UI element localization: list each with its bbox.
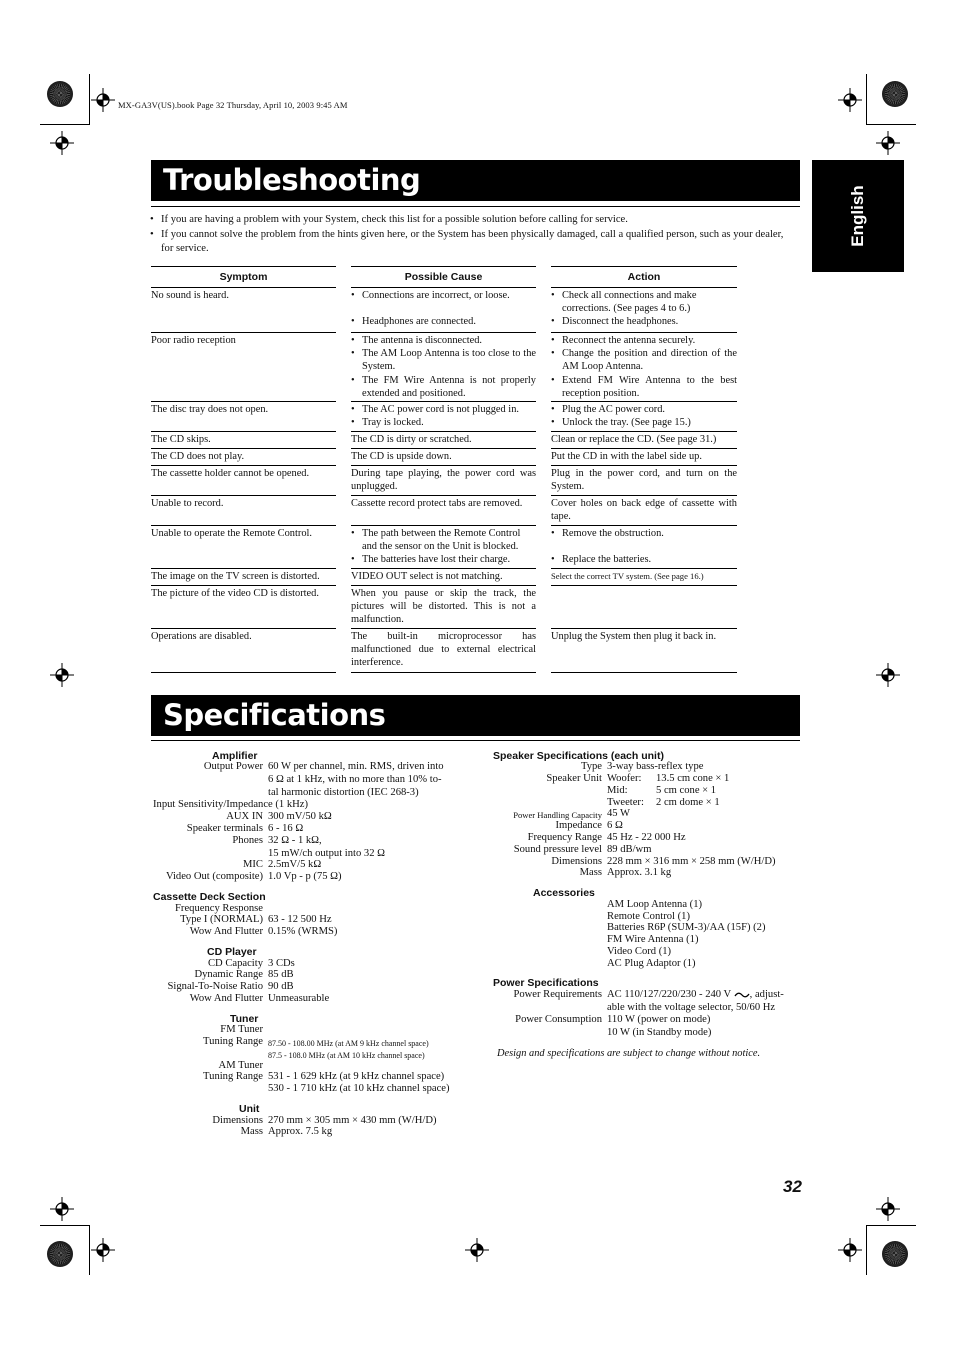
ac-wave-icon: [734, 991, 750, 999]
spec-label: Input Sensitivity/Impedance (1 kHz): [153, 799, 309, 810]
table-row: When you pause or skip the track, the pictures will be distorted. This is not a malfunction.: [351, 586, 536, 629]
intro-item: • If you cannot solve the problem from the hints given here, or the System has been physically damaged, call a qualified person, such as your dealer, for service.: [150, 228, 798, 257]
spec-value: tal harmonic distortion (IEC 268-3): [268, 787, 419, 798]
table-row: • Remove the obstruction. • Replace the batteries.: [551, 526, 737, 569]
book-line: MX-GA3V(US).book Page 32 Thursday, April 10, 2003 9:45 AM: [118, 100, 348, 110]
crosshair-icon: [91, 1238, 115, 1262]
spec-value: 270 mm × 305 mm × 430 mm (W/H/D): [268, 1115, 437, 1126]
spec-label: Mass: [240, 1126, 263, 1137]
spec-value: 89 dB/wm: [607, 844, 652, 855]
table-row: The disc tray does not open.: [151, 402, 336, 432]
spec-value: 63 - 12 500 Hz: [268, 914, 332, 925]
spec-value: AC 110/127/220/230 - 240 V , adjust-: [607, 989, 784, 1000]
spec-label: Power Handling Capacity: [513, 810, 602, 820]
table-row: Unplug the System then plug it back in.: [551, 629, 737, 673]
spec-value: 87.50 - 108.00 MHz (at AM 9 kHz channel space): [268, 1039, 429, 1048]
table-row: • Plug the AC power cord. • Unlock the tray. (See page 15.): [551, 402, 737, 432]
spec-label: Tuning Range: [203, 1036, 263, 1047]
title-rule: [151, 206, 800, 207]
table-row: The image on the TV screen is distorted.: [151, 569, 336, 586]
spec-value: 90 dB: [268, 981, 294, 992]
table-row: Unable to record.: [151, 496, 336, 526]
spec-label: Impedance: [555, 820, 602, 831]
crop-mark: [40, 124, 90, 125]
speaker-heading: Speaker Specifications (each unit): [493, 750, 664, 762]
accessory-item: Video Cord (1): [607, 946, 672, 957]
unit-heading: Unit: [239, 1103, 260, 1115]
intro-list: [150, 213, 798, 257]
spec-label: Power Consumption: [515, 1014, 602, 1025]
accessory-item: FM Wire Antenna (1): [607, 934, 699, 945]
registration-dot: [882, 81, 908, 107]
table-row: [551, 586, 737, 629]
spec-value: 6 Ω at 1 kHz, with no more than 10% to-: [268, 774, 442, 785]
table-row: During tape playing, the power cord was unplugged.: [351, 466, 536, 496]
spec-label: Wow And Flutter: [189, 993, 263, 1004]
table-row: • The antenna is disconnected. • The AM Loop Antenna is too close to the System. • The FM Wire Antenna is not properly extended and positioned.: [351, 333, 536, 402]
spec-label: Dimensions: [551, 856, 602, 867]
table-row: VIDEO OUT select is not matching.: [351, 569, 536, 586]
spec-value: 5 cm cone × 1: [656, 785, 717, 796]
spec-value: 531 - 1 629 kHz (at 9 kHz channel space): [268, 1071, 445, 1082]
table-row: The cassette holder cannot be opened.: [151, 466, 336, 496]
spec-value: 85 dB: [268, 969, 294, 980]
spec-label: Mass: [579, 867, 602, 878]
title-rule: [151, 740, 800, 741]
spec-label: MIC: [242, 859, 263, 870]
cause-column: [351, 266, 536, 676]
spec-value: 6 - 16 Ω: [268, 823, 304, 834]
crosshair-icon: [876, 1197, 900, 1221]
spec-value: 13.5 cm cone × 1: [656, 773, 730, 784]
crosshair-icon: [50, 663, 74, 687]
spec-value: 10 W (in Standby mode): [607, 1027, 712, 1038]
cassette-heading: Cassette Deck Section: [153, 891, 266, 903]
table-row: • The path between the Remote Control and the sensor on the Unit is blocked. • The batteries have lost their charge.: [351, 526, 536, 569]
crosshair-icon: [876, 131, 900, 155]
crosshair-icon: [838, 88, 862, 112]
spec-label: Mid:: [607, 785, 628, 796]
spec-value: 45 W: [607, 808, 631, 819]
spec-label: Type I (NORMAL): [180, 914, 263, 925]
spec-value: 110 W (power on mode): [607, 1014, 711, 1025]
crop-mark: [89, 74, 90, 124]
table-row: Plug in the power cord, and turn on the System.: [551, 466, 737, 496]
crop-mark: [866, 74, 867, 124]
cause-header: Possible Cause: [351, 266, 536, 288]
spec-value: 32 Ω - 1 kΩ,: [268, 835, 322, 846]
accessory-item: AC Plug Adaptor (1): [607, 958, 696, 969]
table-row: Unable to operate the Remote Control.: [151, 526, 336, 569]
symptom-column: [151, 266, 336, 676]
crosshair-icon: [50, 1197, 74, 1221]
spec-label: Frequency Range: [527, 832, 602, 843]
spec-value: Unmeasurable: [268, 993, 330, 1004]
table-row: Operations are disabled.: [151, 629, 336, 673]
cd-heading: CD Player: [207, 946, 257, 958]
spec-label: Tweeter:: [607, 797, 644, 808]
table-row: • Reconnect the antenna securely. • Change the position and direction of the AM Loop Antenna. • Extend FM Wire Antenna to the best reception position.: [551, 333, 737, 402]
spec-label: Phones: [232, 835, 263, 846]
crop-mark: [866, 124, 916, 125]
table-row: Poor radio reception: [151, 333, 336, 402]
table-row: The built-in microprocessor has malfunctioned due to external electrical interference.: [351, 629, 536, 673]
amplifier-heading: Amplifier: [212, 750, 258, 762]
spec-label: Tuning Range: [203, 1071, 263, 1082]
crop-mark: [40, 1225, 90, 1226]
spec-label: CD Capacity: [207, 958, 263, 969]
spec-value: 0.15% (WRMS): [268, 926, 338, 937]
language-tab: English: [812, 160, 904, 272]
spec-value: able with the voltage selector, 50/60 Hz: [607, 1002, 776, 1013]
spec-label: Signal-To-Noise Ratio: [167, 981, 263, 992]
table-row: Put the CD in with the label side up.: [551, 449, 737, 466]
spec-label: Speaker terminals: [186, 823, 263, 834]
spec-value: 1.0 Vp - p (75 Ω): [268, 871, 342, 882]
spec-label: Dimensions: [212, 1115, 263, 1126]
spec-value: 228 mm × 316 mm × 258 mm (W/H/D): [607, 856, 776, 867]
spec-label: Dynamic Range: [194, 969, 263, 980]
table-row: • Connections are incorrect, or loose. • Headphones are connected.: [351, 288, 536, 333]
action-column: [551, 266, 737, 676]
accessory-item: Batteries R6P (SUM-3)/AA (15F) (2): [607, 922, 766, 933]
action-header: Action: [551, 266, 737, 288]
spec-value: 3 CDs: [268, 958, 295, 969]
registration-dot: [47, 1241, 73, 1267]
spec-label: AM Tuner: [218, 1060, 263, 1071]
table-row: Clean or replace the CD. (See page 31.): [551, 432, 737, 449]
spec-label: Output Power: [203, 761, 263, 772]
crop-mark: [866, 1225, 916, 1226]
crosshair-icon: [465, 1238, 489, 1262]
accessories-heading: Accessories: [533, 887, 595, 899]
intro-item: • If you are having a problem with your System, check this list for a possible solution before calling for service.: [150, 213, 798, 228]
spec-value: 6 Ω: [607, 820, 623, 831]
table-row: The CD does not play.: [151, 449, 336, 466]
table-row: • Check all connections and make corrections. (See pages 4 to 6.) • Disconnect the headphones.: [551, 288, 737, 333]
table-row: Select the correct TV system. (See page 16.): [551, 569, 737, 586]
spec-value: 3-way bass-reflex type: [607, 761, 704, 772]
spec-label: Sound pressure level: [513, 844, 602, 855]
troubleshooting-title: Troubleshooting: [151, 160, 800, 201]
crop-mark: [866, 1225, 867, 1275]
registration-dot: [882, 1241, 908, 1267]
crosshair-icon: [91, 88, 115, 112]
specifications-title: Specifications: [151, 695, 800, 736]
table-row: Cover holes on back edge of cassette with tape.: [551, 496, 737, 526]
spec-label: Woofer:: [607, 773, 642, 784]
page-number: 32: [783, 1177, 802, 1196]
spec-label: Power Requirements: [513, 989, 602, 1000]
spec-label: Wow And Flutter: [189, 926, 263, 937]
tuner-heading: Tuner: [230, 1013, 259, 1025]
spec-label: Video Out (composite): [165, 871, 263, 882]
spec-label: Speaker Unit: [546, 773, 602, 784]
accessory-item: Remote Control (1): [607, 911, 690, 922]
spec-value: 2.5mV/5 kΩ: [268, 859, 322, 870]
crosshair-icon: [876, 663, 900, 687]
accessory-item: AM Loop Antenna (1): [607, 899, 703, 910]
spec-value: Approx. 3.1 kg: [607, 867, 672, 878]
table-row: The CD is dirty or scratched.: [351, 432, 536, 449]
crosshair-icon: [838, 1238, 862, 1262]
table-row: No sound is heard.: [151, 288, 336, 333]
power-heading: Power Specifications: [493, 977, 599, 989]
registration-dot: [47, 81, 73, 107]
crosshair-icon: [50, 131, 74, 155]
spec-value: 60 W per channel, min. RMS, driven into: [268, 761, 444, 772]
spec-label: AUX IN: [226, 811, 263, 822]
spec-value: 530 - 1 710 kHz (at 10 kHz channel space): [268, 1083, 450, 1094]
spec-note: Design and specifications are subject to change without notice.: [497, 1048, 761, 1059]
table-row: The CD skips.: [151, 432, 336, 449]
spec-value: 300 mV/50 kΩ: [268, 811, 332, 822]
table-row: Cassette record protect tabs are removed.: [351, 496, 536, 526]
spec-label: Frequency Response: [175, 903, 263, 914]
spec-label: Type: [580, 761, 602, 772]
symptom-header: Symptom: [151, 266, 336, 288]
spec-value: 45 Hz - 22 000 Hz: [607, 832, 686, 843]
spec-right-column: [0, 750, 954, 1070]
crop-mark: [89, 1225, 90, 1275]
spec-value: Approx. 7.5 kg: [268, 1126, 333, 1137]
table-row: • The AC power cord is not plugged in. • Tray is locked.: [351, 402, 536, 432]
spec-value: 15 mW/ch output into 32 Ω: [268, 848, 386, 859]
table-row: The picture of the video CD is distorted.: [151, 586, 336, 629]
spec-label: FM Tuner: [220, 1024, 263, 1035]
spec-value: 2 cm dome × 1: [656, 797, 720, 808]
table-row: The CD is upside down.: [351, 449, 536, 466]
spec-value: 87.5 - 108.0 MHz (at AM 10 kHz channel space): [268, 1051, 425, 1060]
